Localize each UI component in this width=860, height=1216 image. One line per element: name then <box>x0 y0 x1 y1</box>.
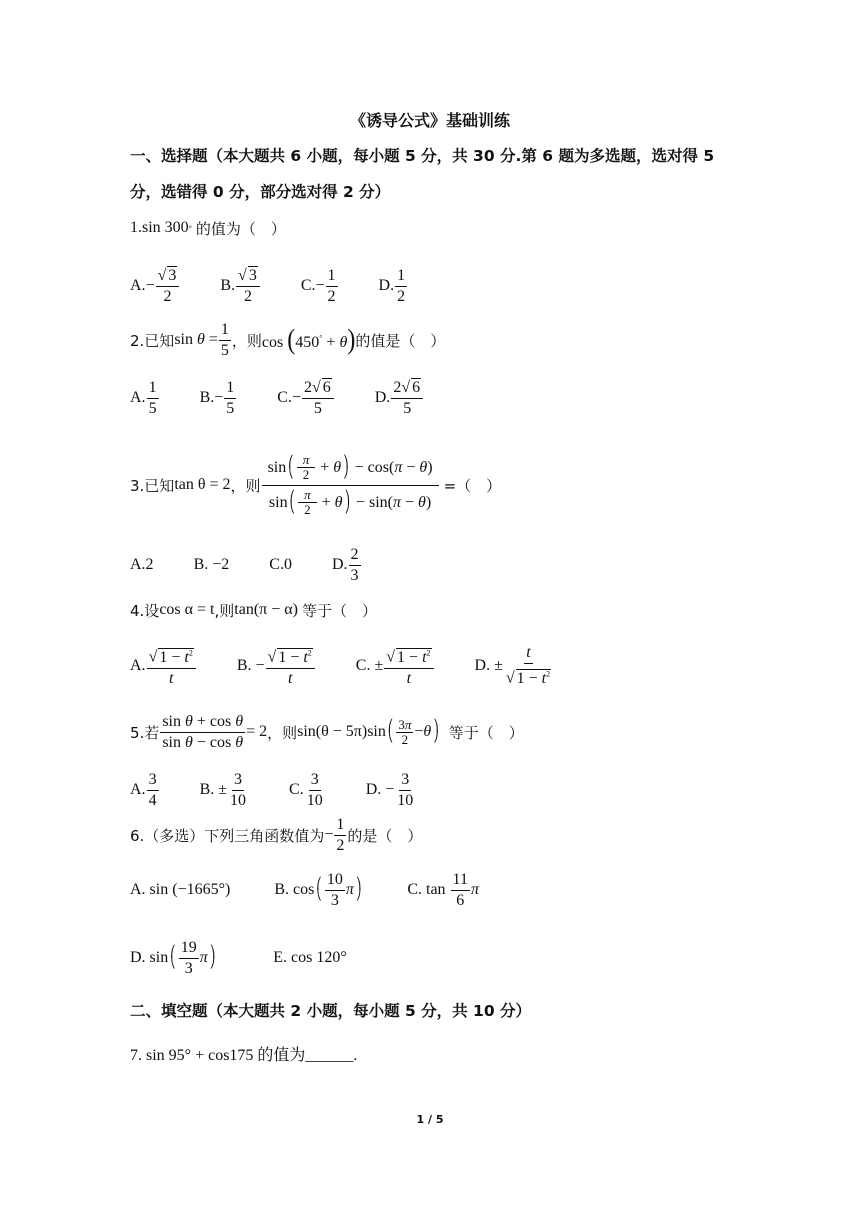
q2-choice-b: B. − $\frac{1}{5}$ <box>199 378 235 417</box>
q5-choice-a: A. $\frac{3}{4}$ <box>130 770 157 809</box>
q3-choice-d: D. $\frac{2}{3}$ <box>331 545 359 584</box>
q3-choice-c: C.0 <box>269 556 292 573</box>
q6-choices-row-2 <box>130 938 347 978</box>
q4-expression: tan(π − α) <box>234 601 298 618</box>
q2-choice-d: D. $\frac{2√ 6}{5}$ <box>375 378 424 419</box>
q4-choice-d: D. ± $\frac{t}{√ 1 - t^2}$ <box>474 644 551 687</box>
q6-choices-row-1 <box>130 870 479 910</box>
q2-choice-c: C. − $\frac{2√ 6}{5}$ <box>277 378 334 419</box>
q4-choice-a: A. $\frac{√ 1 - t^2}{t}$ <box>130 643 197 688</box>
question-1 <box>130 208 286 248</box>
q1-prefix: 1. <box>130 219 142 236</box>
section-2-heading: 二、填空题（本大题共 2 小题，每小题 5 分，共 10 分） <box>130 1002 532 1020</box>
q3-suffix: =（ ） <box>443 476 502 495</box>
section-1-heading: 一、选择题（本大题共 6 小题，每小题 5 分，共 30 分.第 6 题为多选题，选对得 5 分，选错得 0 分，部分选对得 2 分） <box>130 147 715 201</box>
q1-choice-c: C. − $\frac{1}{2}$ <box>300 266 336 305</box>
q4-condition: cos α = t <box>159 601 215 618</box>
q3-condition: tan θ = 2 <box>174 476 231 493</box>
question-6: 6.（多选）下列三角函数值为 − $\frac{1}{2}$ 的是（ ） <box>130 815 423 854</box>
q5-choice-c: C. $\frac{3}{10}$ <box>289 770 323 809</box>
q3-choice-a: A.2 <box>130 556 154 573</box>
q3-mid: ，则 <box>230 476 261 495</box>
q1-choice-b: B. $\frac{√ 3}{2}$ <box>220 266 260 307</box>
q4-suffix: 等于（ ） <box>301 601 377 620</box>
q4-prefix: 4.设 <box>130 601 160 620</box>
q2-mid: ，则 <box>231 331 262 350</box>
q6-choice-d: D. sin ⎛ ⎝ $\frac{19}{3}$ π ⎞ ⎠ <box>130 938 216 977</box>
q2-choices <box>130 378 424 418</box>
page-number: 1 / 5 <box>416 1113 444 1126</box>
q6-suffix: 的是（ ） <box>347 826 423 845</box>
q4-choice-b: B. − $\frac{√ 1 - t^2}{t}$ <box>237 643 316 688</box>
question-2: 2.已知 sin θ = $\frac{1}{5}$ ，则 cos (450° + θ) 的值是（ ） <box>130 320 446 359</box>
q1-choice-a: A. − $\frac{√ 3}{2}$ <box>130 266 180 307</box>
q5-mid: ，则 <box>267 723 298 742</box>
q2-prefix: 2.已知 <box>130 331 175 350</box>
q1-degree: ° <box>188 223 192 233</box>
q1-suffix: 的值为（ ） <box>195 219 286 238</box>
question-7: 7. sin 95° + cos175 的值为______. <box>130 1046 358 1064</box>
q4-mid: ,则 <box>214 601 235 620</box>
document-title: 《诱导公式》基础训练 <box>349 111 510 130</box>
q6-choice-a: A. sin (−1665°) <box>130 881 231 898</box>
q5-prefix: 5.若 <box>130 723 160 742</box>
q6-choice-b: B. cos ⎛ ⎝ $\frac{10}{3}$ π ⎞ ⎠ <box>274 870 362 909</box>
q3-choices <box>130 545 362 585</box>
q1-choices <box>130 266 408 306</box>
q4-choices <box>130 646 554 686</box>
question-3 <box>130 445 501 525</box>
q5-choice-b: B. ± $\frac{3}{10}$ <box>199 770 247 809</box>
q3-expression: sin ⎛ ⎝ $\frac{\pi}{2}$ + θ ⎞ ⎠ − cos(π − θ) sin ⎛ ⎝ $\frac{\pi}{2}$ + θ ⎞ ⎠ − sin(π − θ) <box>262 451 439 520</box>
q1-choice-d: D. $\frac{1}{2}$ <box>378 266 406 305</box>
q3-prefix: 3.已知 <box>130 476 175 495</box>
q5-suffix: 等于（ ） <box>448 723 524 742</box>
q2-suffix: 的值是（ ） <box>355 331 446 350</box>
q6-choice-e: E. cos 120° <box>273 949 347 966</box>
q5-expression: sin(θ − 5π)sin <box>297 723 386 740</box>
q3-choice-b: B. −2 <box>193 556 230 573</box>
question-4 <box>130 590 377 630</box>
q1-expression: sin 300 <box>142 219 189 236</box>
q4-choice-c: C. ± $\frac{√ 1 - t^2}{t}$ <box>356 643 435 688</box>
q2-choice-a: A. $\frac{1}{5}$ <box>130 378 157 417</box>
q6-choice-c: C. tan $\frac{11}{6}$ π <box>407 870 479 909</box>
q6-prefix: 6.（多选）下列三角函数值为 <box>130 826 325 845</box>
q5-choices <box>130 770 416 810</box>
q5-choice-d: D. − $\frac{3}{10}$ <box>365 770 414 809</box>
q5-equation: = 2 <box>246 723 268 740</box>
question-5: 5.若 $\frac{\text{sin θ + cos θ}}{\text{sin θ − cos θ}}$ = 2 ，则 sin(θ − 5π)sin ⎛ ⎝ $\frac{3\pi}{2}$ − θ ⎞ ⎠ 等于（ ） <box>130 712 524 751</box>
